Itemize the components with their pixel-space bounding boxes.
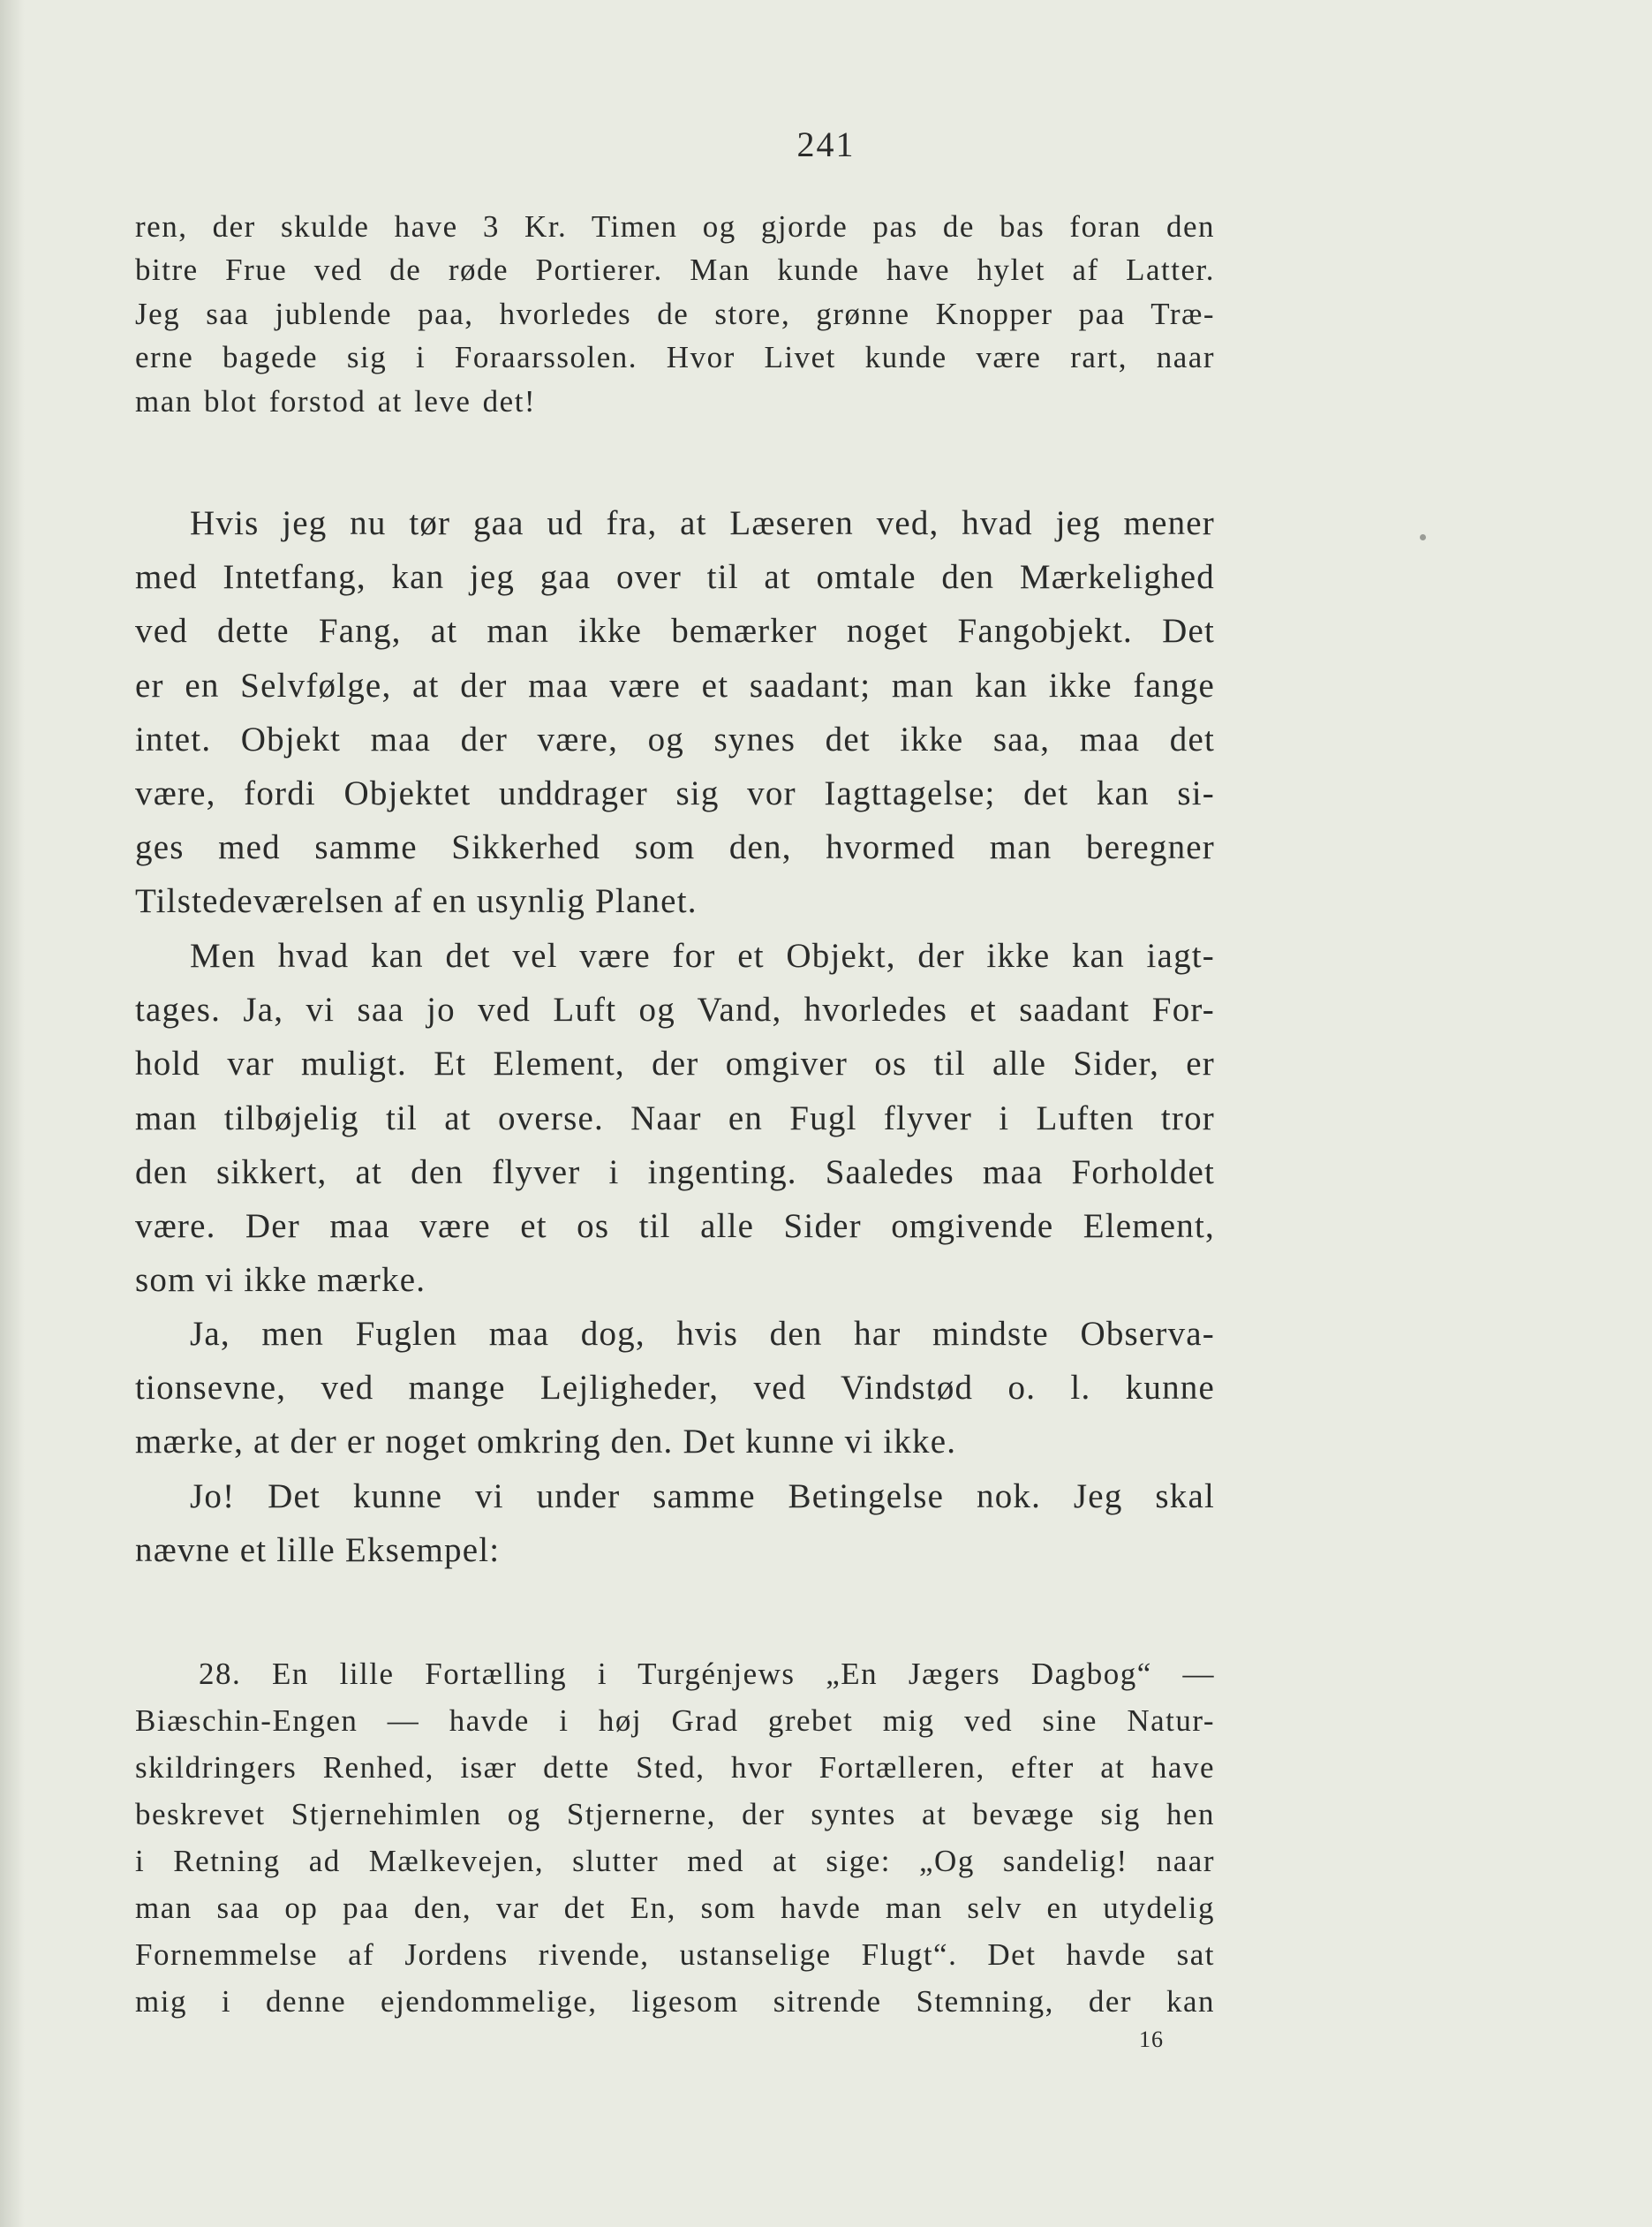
text-line: man tilbøjelig til at overse. Naar en Fugl flyver i Luften tror [135,1098,1215,1137]
main-paragraph-1 [135,496,1215,929]
text-line: er en Selvfølge, at der maa være et saadant; man kan ikke fange [135,666,1215,705]
text-line: være. Der maa være et os til alle Sider omgivende Element, [135,1207,1215,1246]
numbered-paragraph-28 [135,1650,1215,2025]
text-line: Jo! Det kunne vi under samme Betingelse nok. Jeg skal [190,1477,1215,1515]
text-line: være, fordi Objektet unddrager sig vor Iagttagelse; det kan si- [135,774,1215,813]
text-line: Biæschin-Engen — havde i høj Grad grebet mig ved sine Natur- [135,1703,1215,1738]
text-line: tionsevne, ved mange Lejligheder, ved Vindstød o. l. kunne [135,1369,1215,1408]
text-line: bitre Frue ved de røde Portierer. Man kunde have hylet af Latter. [135,253,1215,288]
page-number: 241 [796,125,856,164]
text-line: Men hvad kan det vel være for et Objekt, der ikke kan iagt- [190,937,1215,975]
text-line: tages. Ja, vi saa jo ved Luft og Vand, hvorledes et saadant For- [135,991,1215,1030]
text-line: man saa op paa den, var det En, som havde man selv en utydelig [135,1891,1215,1925]
text-line: beskrevet Stjernehimlen og Stjernerne, der syntes at bevæge sig hen [135,1797,1215,1831]
text-line: som vi ikke mærke. [135,1261,426,1300]
text-line: mærke, at der er noget omkring den. Det kunne vi ikke. [135,1423,957,1461]
text-line: Jeg saa jublende paa, hvorledes de store, grønne Knopper paa Træ- [135,296,1215,331]
text-line: man blot forstod at leve det! [135,383,537,419]
text-line: nævne et lille Eksempel: [135,1531,501,1570]
text-line: ren, der skulde have 3 Kr. Timen og gjorde pas de bas foran den [135,209,1215,244]
text-line: Fornemmelse af Jordens rivende, ustanselige Flugt“. Det havde sat [135,1937,1215,1972]
paper-speck [1420,534,1426,540]
printer-signature-mark: 16 [1139,2027,1164,2052]
text-line: den sikkert, at den flyver i ingenting. Saaledes maa Forholdet [135,1152,1215,1191]
text-line: ges med samme Sikkerhed som den, hvormed man beregner [135,828,1215,867]
text-line: Hvis jeg nu tør gaa ud fra, at Læseren ved, hvad jeg mener [190,504,1215,542]
text-line: Tilstedeværelsen af en usynlig Planet. [135,882,698,921]
text-line: med Intetfang, kan jeg gaa over til at omtale den Mærkelighed [135,558,1215,597]
main-paragraph-3 [135,1307,1215,1469]
text-line: erne bagede sig i Foraarssolen. Hvor Livet kunde være rart, naar [135,340,1215,375]
page-edge-shadow [0,0,25,2227]
text-line: hold var muligt. Et Element, der omgiver os til alle Sider, er [135,1045,1215,1083]
text-line: intet. Objekt maa der være, og synes det ikke saa, maa det [135,720,1215,759]
text-line: skildringers Renhed, især dette Sted, hvor Fortælleren, efter at have [135,1750,1215,1785]
text-line: i Retning ad Mælkevejen, slutter med at sige: „Og sandelig! naar [135,1844,1215,1878]
main-paragraph-2 [135,929,1215,1307]
text-line: ved dette Fang, at man ikke bemærker noget Fangobjekt. Det [135,612,1215,651]
main-paragraph-4 [135,1469,1215,1577]
top-paragraph [135,205,1215,423]
text-line: Ja, men Fuglen maa dog, hvis den har mindste Observa- [190,1315,1215,1353]
text-line: mig i denne ejendommelige, ligesom sitrende Stemning, der kan [135,1984,1215,2019]
text-line: 28. En lille Fortælling i Turgénjews „En Jægers Dagbog“ — [199,1657,1215,1691]
